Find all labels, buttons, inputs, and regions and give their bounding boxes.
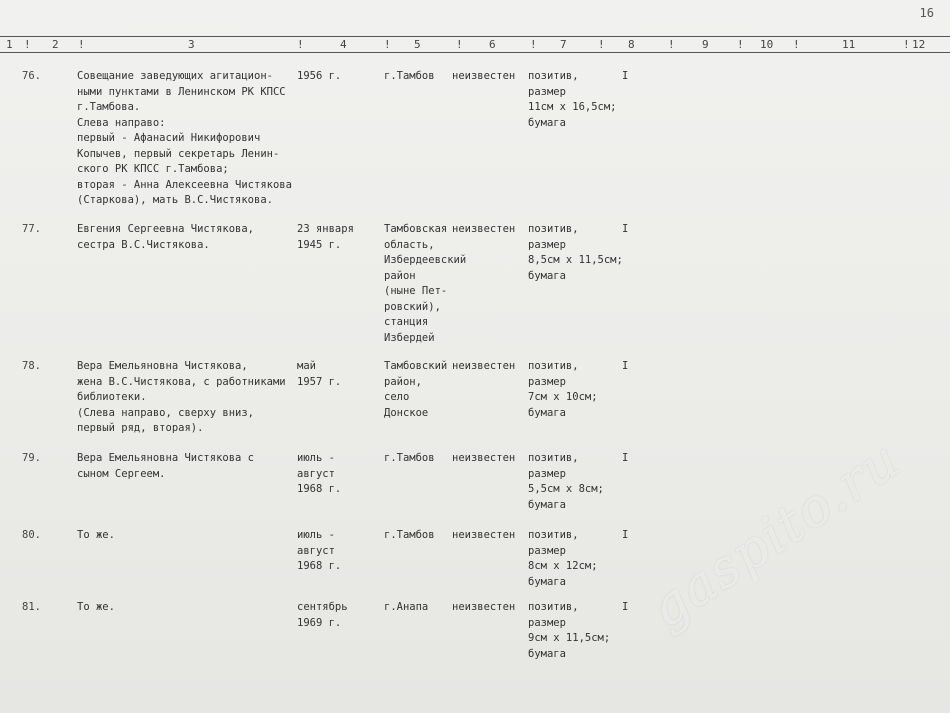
row-author: неизвестен [452, 452, 516, 464]
row-description: То же. [77, 601, 115, 613]
row-format: позитив, размер 5,5см х 8см; бумага [528, 452, 604, 511]
row-author: неизвестен [452, 223, 516, 235]
column-header-6: 6 [489, 38, 496, 51]
row-count: I [622, 452, 629, 464]
row-description: Вера Емельяновна Чистякова с сыном Сергеем. [77, 452, 255, 480]
column-separator: ! [598, 38, 605, 51]
row-format: позитив, размер 8,5см х 11,5см; бумага [528, 223, 623, 282]
header-rule-top [0, 36, 950, 37]
row-author: неизвестен [452, 529, 516, 541]
column-separator: ! [384, 38, 391, 51]
row-author: неизвестен [452, 70, 516, 82]
row-count: I [622, 529, 629, 541]
row-count: I [622, 360, 629, 372]
row-description: То же. [77, 529, 115, 541]
column-header-4: 4 [340, 38, 347, 51]
site-watermark: gaspito.ru [640, 429, 912, 640]
row-description: Совещание заведующих агитацион- ными пунктами в Ленинском РК КПСС г.Тамбова. Слева направо: первый - Афанасий Никифорович Копычев, первый секретарь Ленин- ского РК КПСС г.Тамбова; вторая - Анна Алексеевна Чистякова (Старкова), мать В.С.Чистякова. [77, 70, 292, 206]
column-separator: ! [297, 38, 304, 51]
row-place: г.Тамбов [384, 529, 435, 541]
row-number: 77. [22, 223, 41, 235]
row-format: позитив, размер 7см х 10см; бумага [528, 360, 598, 419]
row-count: I [622, 223, 629, 235]
column-header-10: 10 [760, 38, 774, 51]
column-header-7: 7 [560, 38, 567, 51]
column-separator: ! [903, 38, 910, 51]
row-format: позитив, размер 9см х 11,5см; бумага [528, 601, 611, 660]
row-number: 79. [22, 452, 41, 464]
row-number: 76. [22, 70, 41, 82]
column-header-11: 11 [842, 38, 856, 51]
row-number: 81. [22, 601, 41, 613]
column-separator: ! [78, 38, 85, 51]
row-description: Вера Емельяновна Чистякова, жена В.С.Чистякова, с работниками библиотеки. (Слева направо, сверху вниз, первый ряд, вторая). [77, 360, 286, 434]
column-header-8: 8 [628, 38, 635, 51]
column-separator: ! [668, 38, 675, 51]
row-date: июль - август 1968 г. [297, 529, 342, 572]
row-place: г.Тамбов [384, 70, 435, 82]
header-rule-bottom [0, 52, 950, 53]
row-date: сентябрь 1969 г. [297, 601, 348, 629]
row-date: 23 января 1945 г. [297, 223, 354, 251]
row-format: позитив, размер 8см х 12см; бумага [528, 529, 598, 588]
column-header-2: 2 [52, 38, 59, 51]
row-date: 1956 г. [297, 70, 342, 82]
column-separator: ! [456, 38, 463, 51]
column-separator: ! [24, 38, 31, 51]
row-count: I [622, 601, 629, 613]
column-header-5: 5 [414, 38, 421, 51]
column-separator: ! [793, 38, 800, 51]
row-place: Тамбовский район, село Донское [384, 360, 448, 419]
row-count: I [622, 70, 629, 82]
column-separator: ! [530, 38, 537, 51]
row-place: Тамбовская область, Избердеевский район (ныне Пет- ровский), станция Избердей [384, 223, 467, 344]
column-header-9: 9 [702, 38, 709, 51]
page-number: 16 [919, 6, 934, 20]
row-description: Евгения Сергеевна Чистякова, сестра В.С.Чистякова. [77, 223, 255, 251]
column-separator: ! [737, 38, 744, 51]
row-author: неизвестен [452, 601, 516, 613]
row-format: позитив, размер 11см х 16,5см; бумага [528, 70, 617, 129]
column-header-1: 1 [6, 38, 13, 51]
column-header-12: 12 [912, 38, 926, 51]
row-place: г.Анапа [384, 601, 429, 613]
column-header-3: 3 [188, 38, 195, 51]
row-author: неизвестен [452, 360, 516, 372]
row-date: июль - август 1968 г. [297, 452, 342, 495]
row-place: г.Тамбов [384, 452, 435, 464]
row-date: май 1957 г. [297, 360, 342, 388]
row-number: 78. [22, 360, 41, 372]
row-number: 80. [22, 529, 41, 541]
